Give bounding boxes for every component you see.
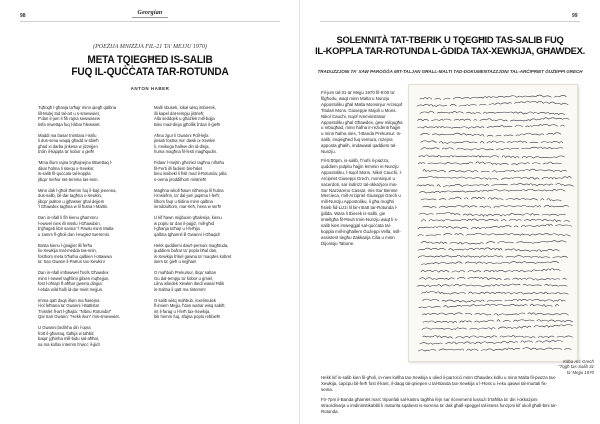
- poem-stanza: [154, 160, 266, 182]
- poem-line: Hekk quddiemi daw'l-persuni magħtuda,: [154, 242, 229, 248]
- poem-line: li dus-sena waqaj għadd w sbieħ: [38, 138, 99, 143]
- poem-stanza: [154, 105, 266, 127]
- poem-line: 'l Għawdex tagħna w lil ħutna l-Maltin.: [38, 204, 109, 209]
- poem-stanza: [38, 105, 150, 127]
- poem-stanza: [154, 188, 266, 210]
- handwriting-stroke: [421, 197, 561, 201]
- handwriting-stroke: [419, 304, 562, 308]
- poem-line: Dan in-nfall li fih kienu għammru: [38, 215, 98, 220]
- handwriting-stroke: [421, 147, 563, 150]
- poem-line: is-Xewkija b'ikel gawna ta' maqdes kobret: [154, 253, 232, 259]
- poem-line: illi kapel dat-tempju jistrieħ;: [154, 110, 205, 116]
- poem-author: ANTON HABER: [130, 86, 170, 91]
- poem-stanza: [38, 243, 150, 265]
- poem-line: b'din il-kappla ta' kobor u ġieħ!: [38, 149, 95, 154]
- handwriting-stroke: [418, 118, 570, 121]
- handwriting-stroke: [421, 261, 561, 264]
- poem-line: lix-Xewkija mal-medda tas-snin,: [38, 248, 97, 253]
- poem-line: u żamm fl-għoli dan l-ewgiez twemmin.: [38, 231, 111, 237]
- poem-line: lill-Mulej Sid tal-art u s-smewwiet,: [38, 110, 100, 116]
- handwriting-stroke: [418, 176, 571, 179]
- handwriting-image: [409, 85, 579, 363]
- poem-stanza: [154, 133, 266, 155]
- poem-stanza: [38, 325, 150, 347]
- handwriting-stroke: [418, 233, 570, 236]
- poem-line: l-ebda wild ħalli id-dar mieit mejjun.: [38, 286, 104, 292]
- poem-line: Dan in-nfall imħawwel f'nofs Għawdex: [38, 270, 109, 275]
- poem-line: għad xi darba jinkesa w jizzejjen: [38, 143, 98, 149]
- poem-line: b'għageb kbir sanna' 'l Pawlu minn Malta: [38, 226, 114, 231]
- handwriting-stroke: [423, 320, 573, 323]
- poem-line: jibqa' meħur set-temma tas-snin.: [38, 176, 99, 182]
- poem-stanza: [38, 270, 150, 292]
- handwriting-stroke: [423, 169, 570, 172]
- poem-line: U kif ħawn miġbuxin għalenija, kienu: [154, 215, 222, 220]
- header-divider: [320, 21, 580, 22]
- poem-line: Magħna wkoll ħawn nitħenqu lil ħutna: [154, 187, 224, 193]
- poem-line: Malli nbusek, lokal wisq imbierek,: [154, 105, 216, 110]
- poem-line: Imma qatt daqs illum ma ħasejna: [38, 297, 100, 303]
- poem-line: w poplu ta' dan il-pajjiż, mill-għid: [154, 220, 214, 226]
- handwriting-stroke: [420, 111, 565, 114]
- handwriting-stroke: [418, 224, 572, 229]
- page-number: 99: [572, 13, 578, 19]
- poem-line: F'dan il-jum li fih rajna sewwasew: [38, 116, 101, 121]
- poem-line: ta' San Gwann il-Patrun tax-Xewkin!: [38, 259, 105, 264]
- handwriting-stroke: [422, 313, 568, 316]
- poem-line: fosthom meta b'ħafna qalbien l-ottawwa: [38, 253, 112, 259]
- photo-caption: Kitba Arċ Grech "Tqgħ tas-Salib 31 ta' Mejju 1970: [558, 359, 594, 375]
- right-page: [300, 0, 600, 424]
- poem-line: Aħna żgur li Gwanni Pdil-lejla: [154, 132, 209, 138]
- handwriting-stroke: [419, 155, 565, 158]
- poem-line: Bosta kienu l-ġnajjiet illi ferħu: [38, 242, 93, 248]
- poem-line: Biex mad-dinja jgħollik b'dan il-ġieħ!: [154, 121, 221, 127]
- poem-line: quddiem bafrar ta' poplu bħal dan,: [154, 248, 218, 253]
- article-paragraph: Hekk kif is-salib kien fil-għoli, in-nies kollha tax-Xewkija u ulied il-parroċċi minn Għawdex kollu u minn Malta fil-piazza tax-Xewkija, ċapċpu bil-ferħ fost il-kant, il-daqq tal-qniepen u tal-Banda tax-Xewkija u l-Ħoss u l-eku qawwi tal-murtali fis-sema.: [321, 375, 557, 392]
- poem-line: Tqħogħ l-għanja ta'ħajr minn qiegħ qalbna: [38, 105, 117, 110]
- handwriting-stroke: [420, 95, 566, 99]
- poem-stanza: [38, 160, 150, 182]
- article-paragraph: Fir-7pm il-Banda għamlet marċ tripunfali sal-kastru tagħha fejn sar riċevimenti lussużi b'taħlita ta' din l-okkażjoni straordinarja u imdinimitikabbli li maturita sqabeist is-sorrena ta' dak għall-speggel tal-istess funzjoni kif ukoll għall-bini tar-Rotunda.: [321, 397, 558, 414]
- poem-line: O maħbub Prekursur, ibqa' saltan: [154, 270, 217, 275]
- poem-line: int il-farag u l-ferħ tax-Xewkija,: [154, 308, 211, 314]
- handwriting-stroke: [421, 268, 560, 272]
- poem-subtitle: (POEŻIJA MNIŻŻJA FIL-21 TA' MEJJU 1970): [93, 44, 207, 50]
- poem-line: jinsab fostna ma' dawk ix-Xewkin: [154, 138, 216, 143]
- poem-column-right: [154, 105, 266, 325]
- poem-line: Fidaw' l-mejtin għeżież tagħna nifraħu: [154, 160, 225, 165]
- poem-line: U Gwanni beżikha din l-opra: [38, 325, 91, 330]
- handwriting-stroke: [417, 101, 568, 106]
- poem-line: fl-imiem Mejju, f'dan wahar wisq sabiħ;: [154, 303, 226, 308]
- handwriting-stroke: [423, 335, 573, 338]
- poem-line: Maddi ma basar tnimtara l-isrilu: [38, 132, 97, 138]
- poem-stanza: [154, 298, 266, 320]
- handwriting-stroke: [421, 141, 563, 144]
- poem-stanza: [154, 215, 266, 237]
- header-divider: [20, 21, 280, 22]
- poem-line: l-imsiefrin, ta' dal-jum jaqsmu l-ferħ;: [154, 193, 220, 198]
- poem-line: Tnisslet fl-art l-għajta: "Nibnu Rotunda!": [38, 308, 112, 314]
- poem-line: inroddulhom, mar-rieħ, hena w serħ!: [154, 204, 222, 209]
- poem-stanza: [38, 188, 150, 210]
- handwriting-stroke: [418, 255, 567, 258]
- handwriting-stroke: [420, 189, 569, 193]
- article-title: SOLENNITÀ TAT-TBERIK U TQEGĦID TAS-SALIB FUQ: [336, 34, 564, 45]
- poem-line: lilhom faqr u tlidina minn qalbna: [154, 198, 213, 204]
- poem-line: Lilna wliedek Xewkin ibedi wasal Ħdik: [154, 281, 225, 286]
- poem-line: l-lol feħtana ta' Gwanni l-Battista!: [38, 303, 100, 308]
- article-subtitle: TRADUZZJONI TA' XAW PAROĠĠA MIT-TALJAN GĦALL-MALTI TAD-DOKUMENTAZZJONI TAL-ARĊIPRIET ĠUŻEPPI GRECH: [317, 69, 583, 74]
- poem-column-left: [38, 105, 150, 353]
- poem-line: is-salib fil-quċċata tal-koppla: [38, 171, 91, 176]
- poem-line: bik hemm fuq, sfajna poplu rebbieħ!: [154, 314, 221, 319]
- poem-title-line-2: FUQ IL-QUĊĊATA TAR-ROTUNDA: [71, 66, 229, 78]
- poem-line: sa ma kollox intemm b'wicc il-ġid!: [38, 341, 100, 347]
- poem-line: qalbna tgħannil lil Gwanni l-Għaqid!: [154, 231, 220, 237]
- poem-line: O salib wisq maħbub, inxelimulek: [154, 297, 216, 303]
- poem-line: jibqa' joalton u jgħasser għal dejjem: [38, 198, 105, 204]
- poem-line: Minn dak l-għoli tħemm fuq il-bajt jeeenna,: [38, 187, 117, 193]
- handwriting-stroke: [418, 348, 574, 351]
- handwriting-stroke: [422, 291, 569, 294]
- poem-line: bieu issibekl li ħsil mod il-Rotunda; jalla: [154, 171, 227, 176]
- article-column: [321, 90, 403, 250]
- poem-line: Gu dal-tempju ta' kobor u ġmiel,: [154, 275, 214, 281]
- poem-stanza: [38, 298, 150, 320]
- poem-line: s-oema jiroddilhom mistrieħ!: [154, 176, 207, 182]
- poem-line: l-ewwel nies illi nisslu l-Għawdxin,: [38, 220, 101, 226]
- poem-line: fost l-oħrajn fl-aħħar gwerra dingia:: [38, 281, 103, 286]
- handwriting-stroke: [420, 341, 563, 345]
- poem-stanza: [154, 243, 266, 265]
- poem-line: huma magħna fil-festi magħqudin.: [154, 149, 218, 154]
- handwritten-letter-image: [408, 84, 578, 362]
- poem-line: Alla seddqek u għażlek mill-bqija: [154, 116, 215, 121]
- article-title-line-2: IL-KOPPLA TAR-ROTUNDA L-ĠDIDA TAX-XEWKIJA, GĦAWDEX.: [315, 45, 585, 56]
- handwriting-stroke: [421, 241, 569, 244]
- poem-line: 4ikar ħolma li ssequ x-Xewkin;: [38, 165, 95, 171]
- handwriting-stroke: [418, 124, 565, 128]
- handwriting-stroke: [419, 212, 565, 216]
- poem-stanza: [38, 215, 150, 237]
- poem-line: li, mnikeġa ħallew din id-dinja,: [154, 143, 210, 149]
- poem-line: minn l-ewwel tagħlimi ġibien mqħejjun,: [38, 275, 110, 281]
- poem-line: tisfa mwettqa fuq l-ikbar ħlewwiet.: [38, 121, 101, 127]
- handwriting-stroke: [417, 284, 567, 287]
- handwriting-stroke: [418, 248, 562, 252]
- poem-line: isem ta' ġieħ u sejjħan!: [154, 259, 197, 264]
- handwriting-stroke: [421, 219, 569, 222]
- handwriting-stroke: [423, 299, 569, 302]
- handwriting-stroke: [420, 277, 567, 280]
- poem-line: l-għanja ta'ħajr u l-ferħija: [154, 226, 200, 231]
- poem-line: dus-salib, bil-dar tagħna x-Xewkin,: [38, 193, 103, 198]
- handwriting-stroke: [422, 325, 572, 330]
- poem-stanza: [154, 270, 266, 292]
- handwriting-stroke: [418, 162, 561, 165]
- article-paragraph: Fil-5:00pm, is-salib, f'nofs il-piazza, quddiem pulpitu ħajjin lemmin in-Nunzju Appostoliku, l-Isqof Mons. Nikol Cauchi, l-Arċipriet Giuseppi Grech, monsinjuri u saċerdoti, sar indirizz tal-okkażjoni mis-Sur Nazzareno Cassar, mis-Sur Bennie Mercieca, mill-Arċipriet Giuseppi Grech u mill-Nunzju Appostoliku, li għa mogħti ħsieb fid-Lizzi lil bir-ritratt tar-Rotunda l-ġdida. Wara li tbierek is-salib, gie imtellgħa fil-Ħeuh tmin-Nunzju waqt li s-salib kien imweggjal sal-quċċata tal-koppla mill-ingħallem Ġużeppi Vella, mill-assistent tiegħu Zakkarija Cilia u minn Dijonisju Tabone.: [321, 157, 403, 246]
- poem-line: frott il-għarraq, ttaħija w taħbit;: [38, 330, 95, 336]
- article-paragraph: Fil-jum tal-31 ta' Mejju 1970 fil-9:00 ta' filgħodu, waqt minn Malta u Nunzju Appostoliku għal Malta Monsinjur Arċisqof Titulari Mons. Giuseppe Majoli u Mons. Nikol Cauchi, Isqof Amministratur Appostoliku għal Għawdex, ġew milqugħa u mbuqħad, minn ħafna ir-reżidenti ħajjin u minn ħafna nies, 'l-Banda Prekursur. Is-salib, imqiegħed fuq ventura, mżejna apposta għalih, imdawwal qaddiem tal-Nunzju.: [321, 90, 403, 155]
- poem-line: baqa' jgħinha mill-bidu sal-aħħar,: [38, 336, 100, 341]
- magazine-logo: Georgian: [132, 10, 168, 18]
- handwriting-stroke: [423, 205, 569, 207]
- handwriting-stroke: [421, 133, 561, 137]
- poem-line: Qal San Gwann: "Hekk ikun" mis-smewwiet.: [38, 314, 120, 319]
- poem-title: META TQIEGĦED IS-SALIB: [87, 54, 213, 66]
- page-number: 98: [20, 13, 26, 19]
- handwriting-stroke: [417, 183, 577, 186]
- poem-stanza: [38, 133, 150, 155]
- poem-line: is-Saltna li qatt ma tintemm!: [154, 286, 206, 292]
- poem-line: 'Mma illum rajna b'għajnejna tittwettaq l-: [38, 160, 113, 165]
- poem-line: fil-Ferti illi fadiem bis-ħiliet: [154, 165, 202, 171]
